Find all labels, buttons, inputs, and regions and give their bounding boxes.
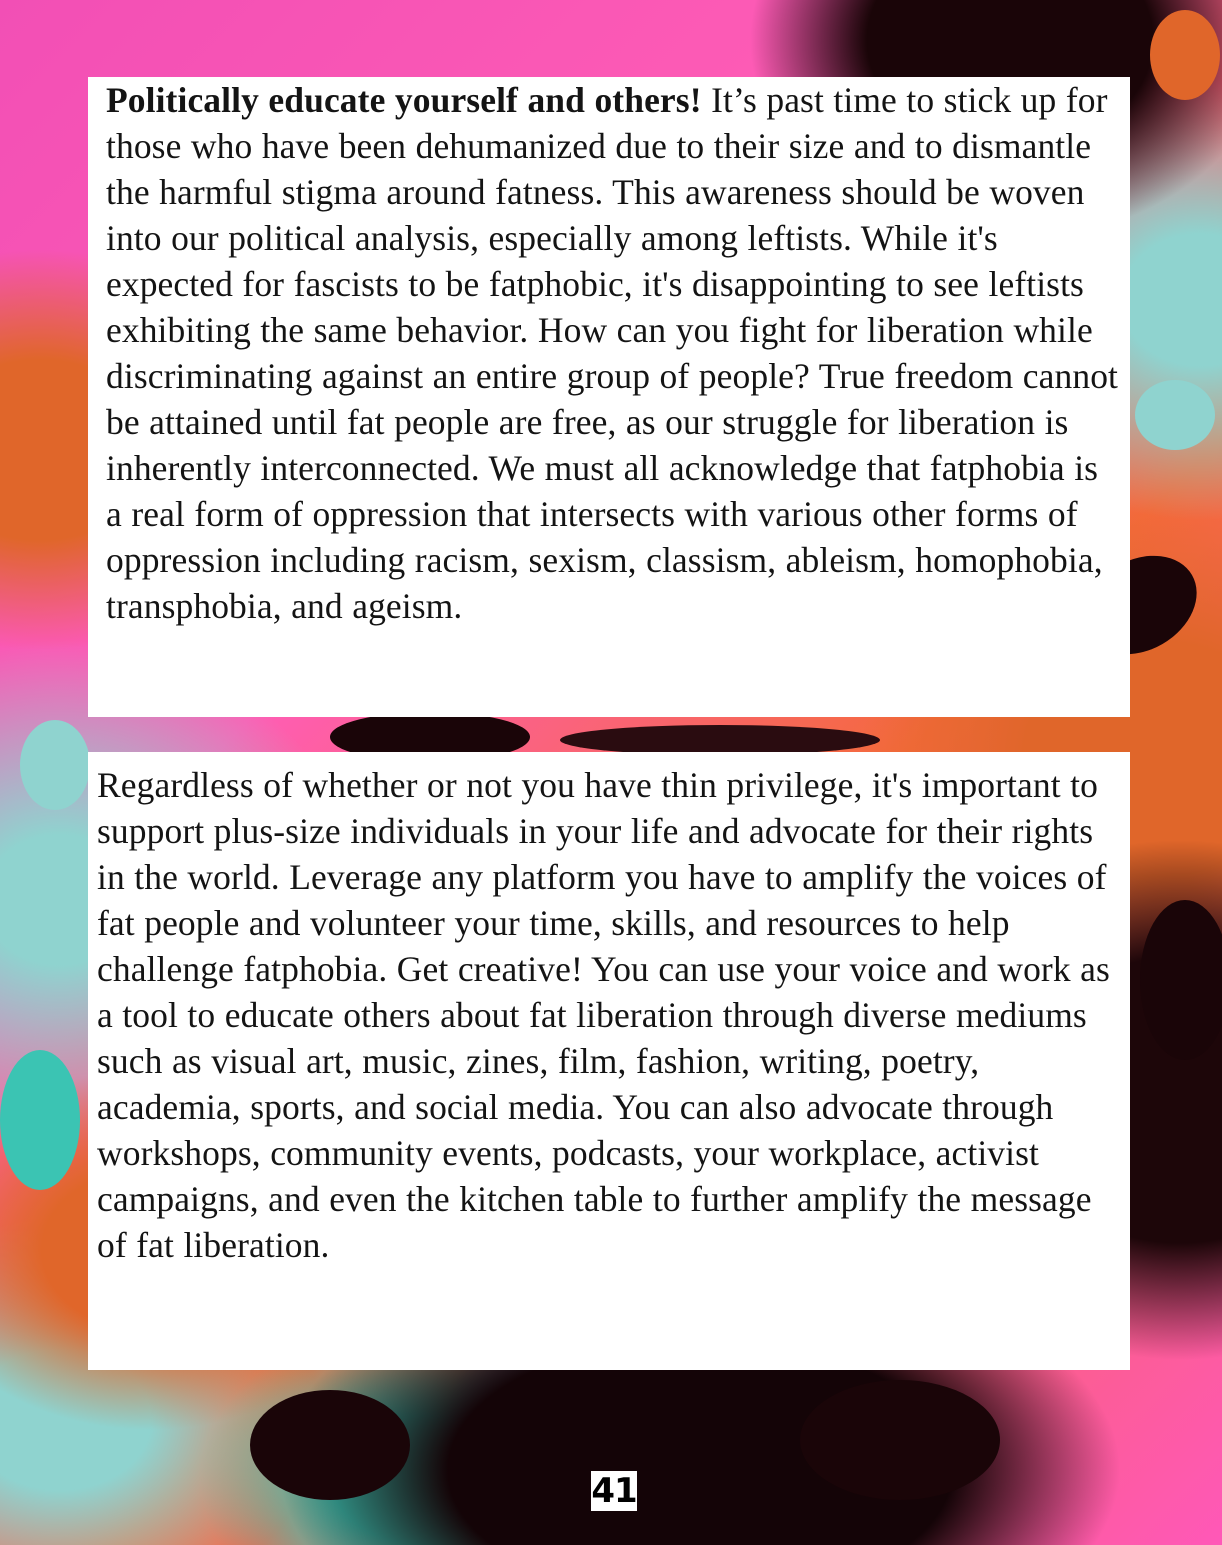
paragraph-one-lead: Politically educate yourself and others! bbox=[106, 80, 702, 120]
paragraph-two: Regardless of whether or not you have thin privilege, it's important to support plus-size individuals in your life and advocate for their rights in the world. Leverage any platform you have to amplify the voices of fat people and volunteer your time, skills, and resources to help challenge fatphobia. Get creative! You can use your voice and work as a tool to educate others about fat liberation through diverse mediums such as visual art, music, zines, film, fashion, writing, poetry, academia, sports, and social media. You can also advocate through workshops, community events, podcasts, your workplace, activist campaigns, and even the kitchen table to further amplify the message of fat liberation. bbox=[97, 765, 1110, 1265]
background-splatter bbox=[560, 725, 880, 755]
page-number: 41 bbox=[591, 1471, 637, 1511]
background-splatter bbox=[1135, 380, 1215, 450]
background-splatter bbox=[20, 720, 90, 810]
text-box-bottom bbox=[88, 752, 1130, 1370]
text-box-top bbox=[88, 77, 1130, 717]
background-splatter bbox=[0, 1050, 80, 1190]
background-splatter bbox=[800, 1380, 1000, 1500]
background-splatter bbox=[1150, 10, 1220, 100]
paragraph-one bbox=[106, 77, 1122, 629]
paragraph-one-body: It’s past time to stick up for those who have been dehumanized due to their size and to dismantle the harmful stigma around fatness. This awareness should be woven into our political analysis, especially among leftists. While it's expected for fascists to be fatphobic, it's disappointing to see leftists exhibiting the same behavior. How can you fight for liberation while discriminating against an entire group of people? True freedom cannot be attained until fat people are free, as our struggle for liberation is inherently interconnected. We must all acknowledge that fatphobia is a real form of oppression that intersects with various other forms of oppression including racism, sexism, classism, ableism, homophobia, transphobia, and ageism. bbox=[106, 80, 1119, 626]
background-splatter bbox=[250, 1390, 410, 1500]
background-splatter bbox=[1140, 900, 1222, 1060]
